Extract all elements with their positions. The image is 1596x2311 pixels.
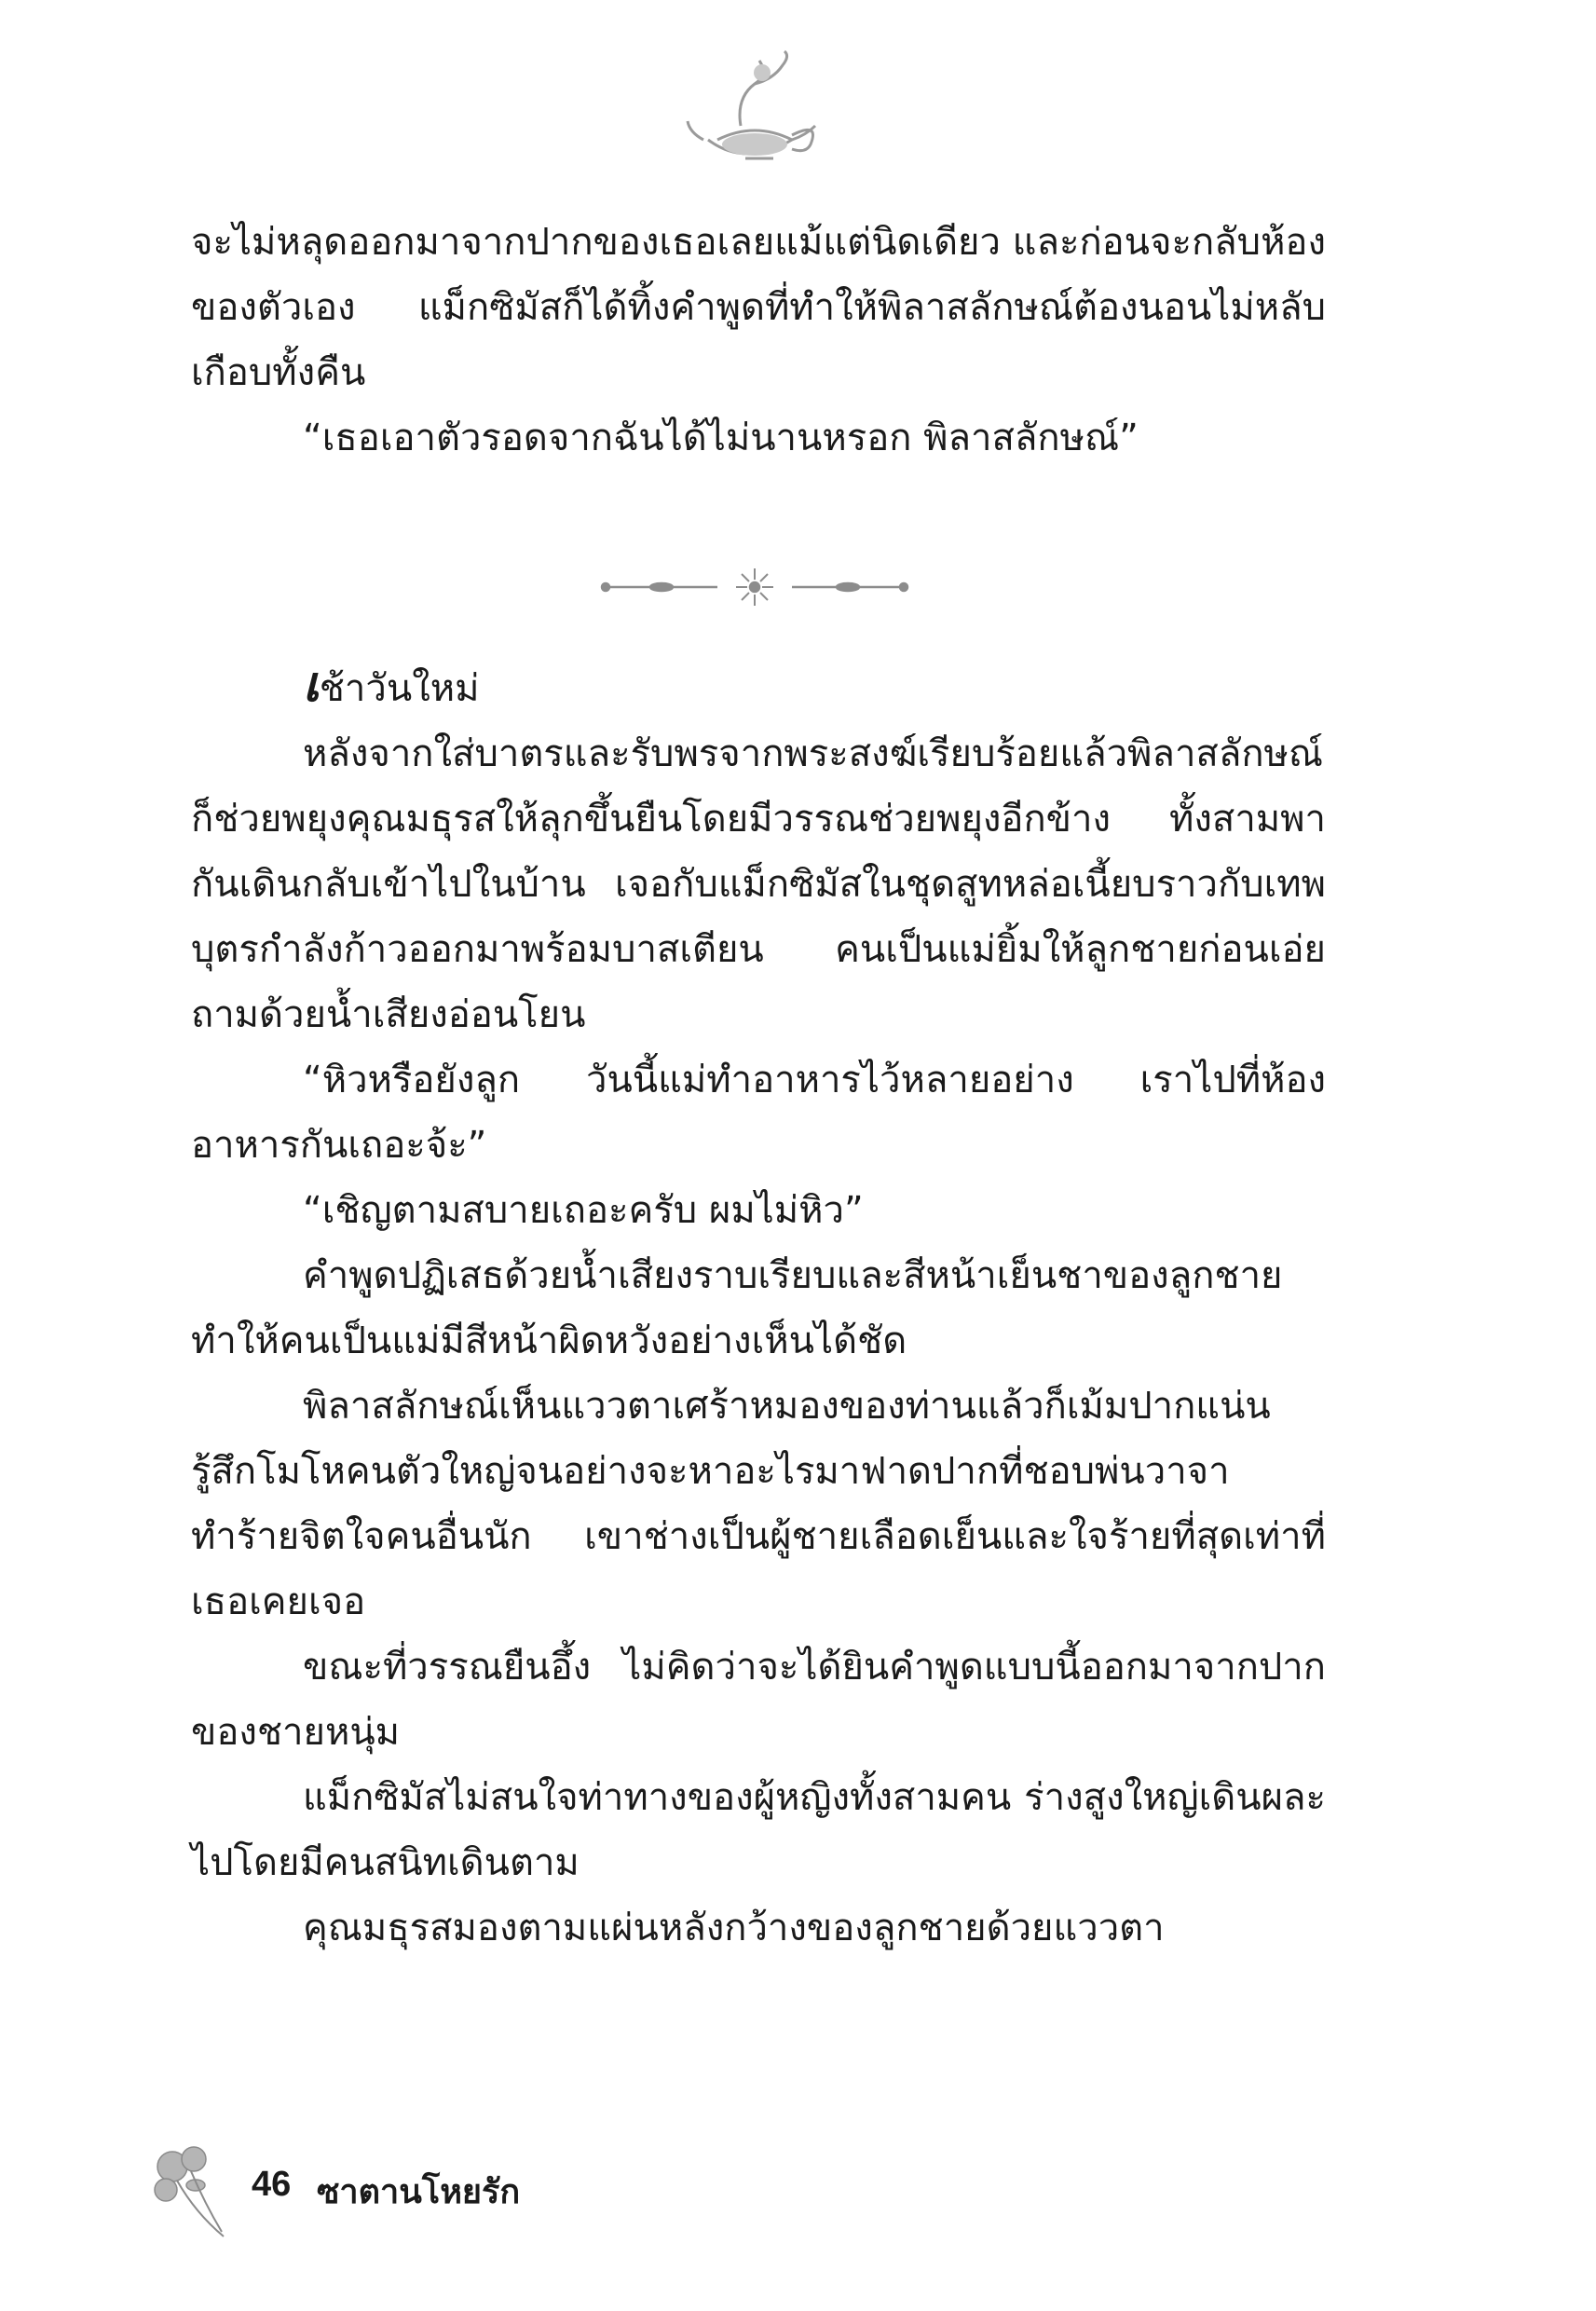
- paragraph: ขณะที่วรรณยืนอึ้ง ไม่คิดว่าจะได้ยินคำพูดแบบนี้ออกมาจากปากของชายหนุ่ม: [191, 1646, 1326, 1754]
- rose-flower-icon: [140, 2139, 233, 2241]
- paragraph: แม็กซิมัสไม่สนใจท่าทางของผู้หญิงทั้งสามคน ร่างสูงใหญ่เดินผละไปโดยมีคนสนิทเดินตาม: [191, 1776, 1326, 1884]
- chapter-opening: [191, 652, 1326, 721]
- drop-cap: เ: [303, 656, 320, 713]
- section-2-text: [191, 652, 1326, 1961]
- paragraph: จะไม่หลุดออกมาจากปากของเธอเลยแม้แต่นิดเดียว และก่อนจะกลับห้องของตัวเอง แม็กซิมัสก็ได้ทิ้งคำพูดที่ทำให้พิลาสลักษณ์ต้องนอนไม่หลับเกือบทั้งคืน: [191, 221, 1326, 394]
- book-title: ซาตานโหยรัก: [317, 2173, 521, 2211]
- page-number: 46: [252, 2165, 292, 2204]
- page-footer: [140, 2139, 792, 2241]
- paragraph: “หิวหรือยังลูก วันนี้แม่ทำอาหารไว้หลายอย่าง เราไปที่ห้องอาหารกันเถอะจ้ะ”: [191, 1059, 1326, 1167]
- paragraph: “เชิญตามสบายเถอะครับ ผมไม่หิว”: [303, 1189, 864, 1232]
- section-1-text: [191, 210, 1326, 471]
- genie-lamp-icon: [680, 47, 829, 177]
- paragraph: พิลาสลักษณ์เห็นแววตาเศร้าหมองของท่านแล้วก็เม้มปากแน่นรู้สึกโมโหคนตัวใหญ่จนอย่างจะหาอะไรมาฟาดปากที่ชอบพ่นวาจาทำร้ายจิตใจคนอื่นนัก เขาช่างเป็นผู้ชายเลือดเย็นและใจร้ายที่สุดเท่าที่เธอเคยเจอ: [191, 1385, 1326, 1623]
- paragraph: คำพูดปฏิเสธด้วยน้ำเสียงราบเรียบและสีหน้าเย็นชาของลูกชายทำให้คนเป็นแม่มีสีหน้าผิดหวังอย่างเห็นได้ชัด: [191, 1254, 1283, 1362]
- opening-words: ช้าวันใหม่: [319, 667, 480, 710]
- paragraph: คุณมธุรสมองตามแผ่นหลังกว้างของลูกชายด้วยแววตา: [303, 1907, 1165, 1949]
- paragraph: “เธอเอาตัวรอดจากฉันได้ไม่นานหรอก พิลาสลักษณ์”: [303, 417, 1139, 459]
- paragraph: หลังจากใส่บาตรและรับพรจากพระสงฆ์เรียบร้อยแล้วพิลาสลักษณ์ก็ช่วยพยุงคุณมธุรสให้ลุกขึ้นยืนโดยมีวรรณช่วยพยุงอีกข้าง ทั้งสามพากันเดินกลับเข้าไปในบ้าน เจอกับแม็กซิมัสในชุดสูทหล่อเนี้ยบราวกับเทพบุตรกำลังก้าวออกมาพร้อมบาสเตียน คนเป็นแม่ยิ้มให้ลูกชายก่อนเอ่ยถามด้วยน้ำเสียงอ่อนโยน: [191, 732, 1326, 1036]
- ornamental-divider-icon: [596, 559, 913, 615]
